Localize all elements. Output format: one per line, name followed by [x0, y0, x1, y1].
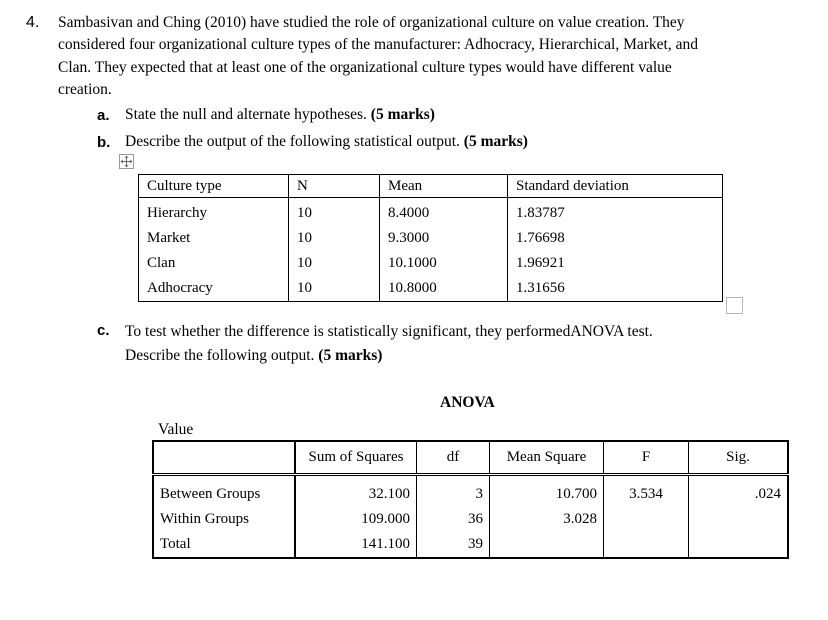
f-cell: 3.534	[629, 486, 663, 502]
question-line-3: Clan. They expected that at least one of the organizational culture types would have different value	[58, 58, 672, 76]
df-column	[417, 475, 490, 559]
header-sig: Sig.	[689, 441, 789, 475]
part-c-question: Describe the following output.	[125, 347, 319, 364]
sd-column	[508, 198, 723, 302]
row-label: Within Groups	[160, 511, 249, 527]
n-cell: 10	[297, 230, 312, 246]
culture-cell: Hierarchy	[147, 205, 207, 221]
df-cell: 39	[468, 536, 483, 552]
row-label: Between Groups	[160, 486, 261, 502]
question-line-1: Sambasivan and Ching (2010) have studied the role of organizational culture on value creation. They	[58, 14, 685, 31]
ss-cell: 32.100	[368, 486, 410, 502]
sd-cell: 1.96921	[516, 255, 565, 271]
header-df: df	[417, 441, 490, 475]
part-b-text	[125, 133, 528, 151]
anova-title: ANOVA	[440, 394, 495, 411]
n-cell: 10	[297, 255, 312, 271]
part-b-marks: (5 marks)	[463, 133, 528, 150]
header-n: N	[289, 175, 380, 198]
mean-cell: 10.1000	[388, 255, 437, 271]
sig-column	[689, 475, 789, 559]
ms-column	[490, 475, 604, 559]
part-c-label: c.	[97, 322, 110, 339]
sd-cell: 1.83787	[516, 205, 565, 221]
culture-cell: Adhocracy	[147, 280, 213, 296]
table-body-row	[139, 198, 723, 302]
df-cell: 3	[475, 486, 483, 502]
anova-body-row	[153, 475, 788, 559]
part-a-label: a.	[97, 107, 110, 124]
ms-cell: 10.700	[555, 486, 597, 502]
mean-cell: 10.8000	[388, 280, 437, 296]
mean-column	[380, 198, 508, 302]
anova-header-blank	[153, 441, 295, 475]
row-label: Total	[160, 536, 191, 552]
part-c-text	[125, 320, 653, 368]
part-a-question: State the null and alternate hypotheses.	[125, 106, 371, 123]
part-c-line-1: To test whether the difference is statistically significant, they performedANOVA test.	[125, 323, 653, 340]
ss-cell: 141.100	[361, 536, 410, 552]
header-culture-type: Culture type	[139, 175, 289, 198]
part-c-line-2	[125, 344, 653, 368]
question-number: 4.	[26, 14, 40, 31]
part-c-marks: (5 marks)	[318, 347, 383, 364]
anova-dependent-variable: Value	[158, 421, 194, 438]
question-line-2: considered four organizational culture types of the manufacturer: Adhocracy, Hierarchical, Market, and	[58, 36, 698, 54]
header-sum-of-squares: Sum of Squares	[295, 441, 417, 475]
descriptive-stats-table	[138, 174, 723, 302]
table-header-row	[139, 175, 723, 198]
header-mean: Mean	[380, 175, 508, 198]
n-cell: 10	[297, 205, 312, 221]
header-f: F	[604, 441, 689, 475]
question-text	[58, 12, 778, 101]
ss-cell: 109.000	[361, 511, 410, 527]
mean-cell: 8.4000	[388, 205, 430, 221]
ss-column	[295, 475, 417, 559]
mean-cell: 9.3000	[388, 230, 430, 246]
df-cell: 36	[468, 511, 483, 527]
sd-cell: 1.76698	[516, 230, 565, 246]
part-a-marks: (5 marks)	[370, 106, 435, 123]
culture-column	[139, 198, 289, 302]
part-b-question: Describe the output of the following statistical output.	[125, 133, 464, 150]
sig-cell: .024	[754, 486, 781, 502]
part-a-text	[125, 106, 435, 124]
ms-cell: 3.028	[563, 511, 597, 527]
anova-row-labels	[153, 475, 295, 559]
sd-cell: 1.31656	[516, 280, 565, 296]
question-line-4: creation.	[58, 80, 112, 98]
part-b-label: b.	[97, 134, 111, 151]
n-column	[289, 198, 380, 302]
f-column	[604, 475, 689, 559]
header-mean-square: Mean Square	[490, 441, 604, 475]
table-move-handle-icon[interactable]	[119, 154, 134, 169]
n-cell: 10	[297, 280, 312, 296]
table-resize-handle[interactable]	[726, 297, 743, 314]
anova-table	[152, 440, 789, 559]
anova-header-row	[153, 441, 788, 475]
culture-cell: Clan	[147, 255, 176, 271]
culture-cell: Market	[147, 230, 191, 246]
header-std-dev: Standard deviation	[508, 175, 723, 198]
